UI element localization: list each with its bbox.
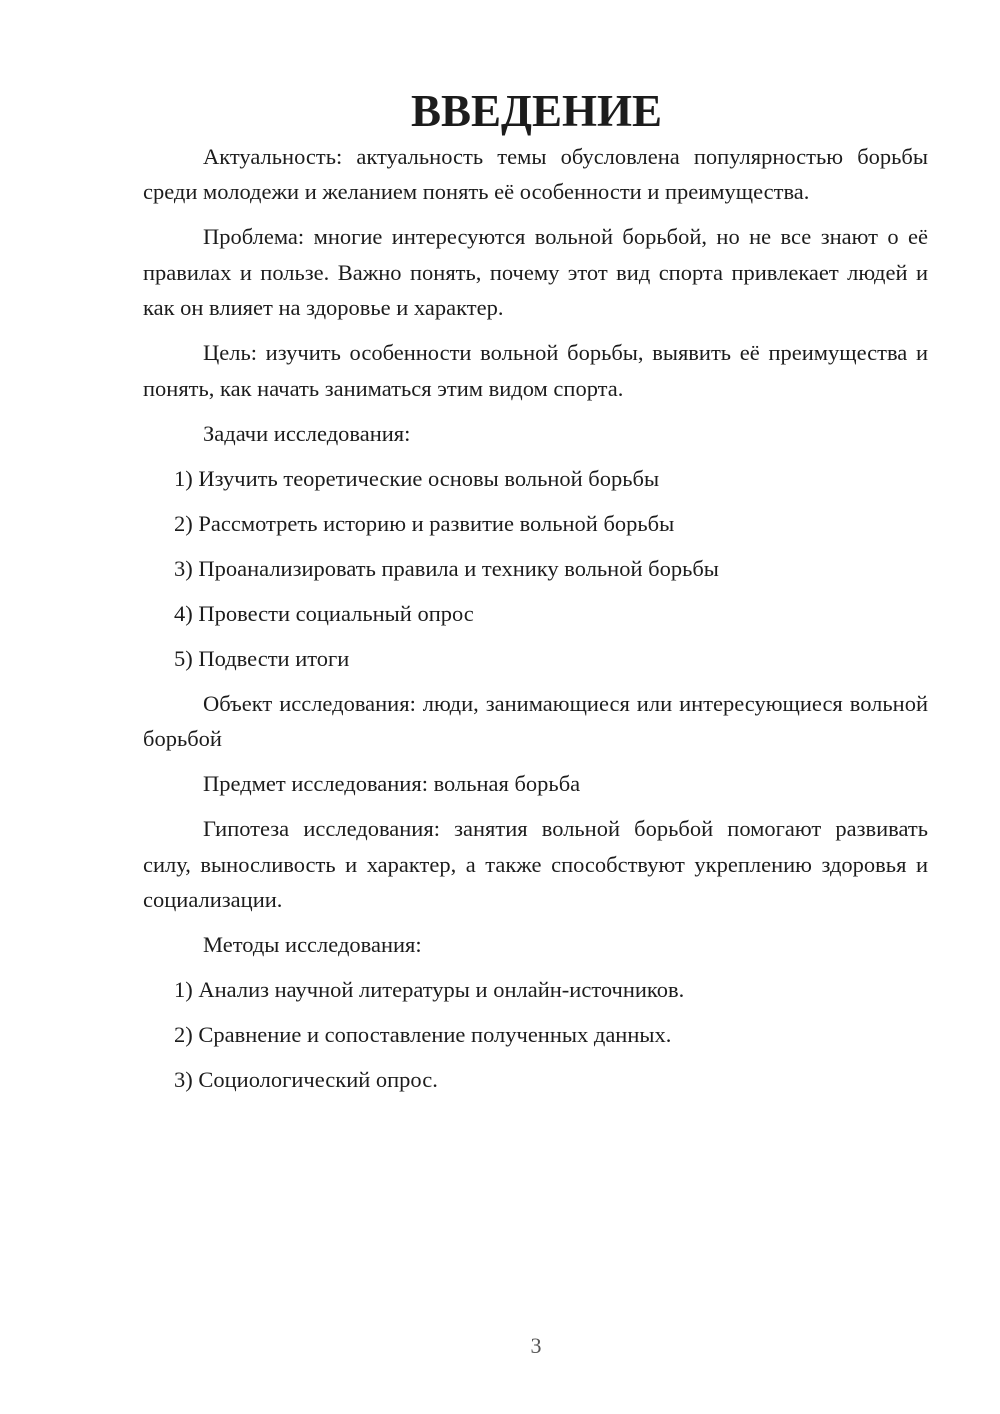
hypothesis-paragraph: Гипотеза исследования: занятия вольной борьбой помогают развивать силу, выносливость и характер, а также способствуют укреплению здоровья и социализации.	[143, 816, 928, 912]
list-item: 3) Проанализировать правила и технику вольной борьбы	[174, 555, 719, 581]
methods-list	[143, 972, 928, 1098]
subject-paragraph: Предмет исследования: вольная борьба	[203, 771, 581, 796]
list-item: 4) Провести социальный опрос	[174, 600, 474, 626]
tasks-list	[143, 461, 928, 677]
tasks-title: Задачи исследования:	[203, 420, 411, 446]
goal-paragraph: Цель: изучить особенности вольной борьбы, выявить её преимущества и понять, как начать заниматься этим видом спорта.	[143, 340, 928, 401]
list-item: 2) Рассмотреть историю и развитие вольной борьбы	[174, 510, 675, 536]
list-item: 2) Сравнение и сопоставление полученных данных.	[174, 1022, 672, 1047]
list-item: 5) Подвести итоги	[174, 645, 350, 671]
object-paragraph: Объект исследования: люди, занимающиеся или интересующиеся вольной борьбой	[143, 690, 928, 751]
page-title: ВВЕДЕНИЕ	[410, 86, 663, 136]
list-item: 1) Изучить теоретические основы вольной борьбы	[174, 465, 660, 491]
list-item: 3) Социологический опрос.	[174, 1067, 438, 1092]
page-number: 3	[530, 1333, 542, 1358]
page-content	[143, 86, 928, 1107]
relevance-paragraph: Актуальность: актуальность темы обусловлена популярностью борьбы среди молодежи и желанием понять её особенности и преимущества.	[143, 143, 928, 204]
problem-paragraph: Проблема: многие интересуются вольной борьбой, но не все знают о её правилах и пользе. Важно понять, почему этот вид спорта привлекает людей и как он влияет на здоровье и характер.	[143, 224, 928, 320]
methods-title: Методы исследования:	[203, 932, 422, 957]
list-item: 1) Анализ научной литературы и онлайн-источников.	[174, 977, 685, 1002]
